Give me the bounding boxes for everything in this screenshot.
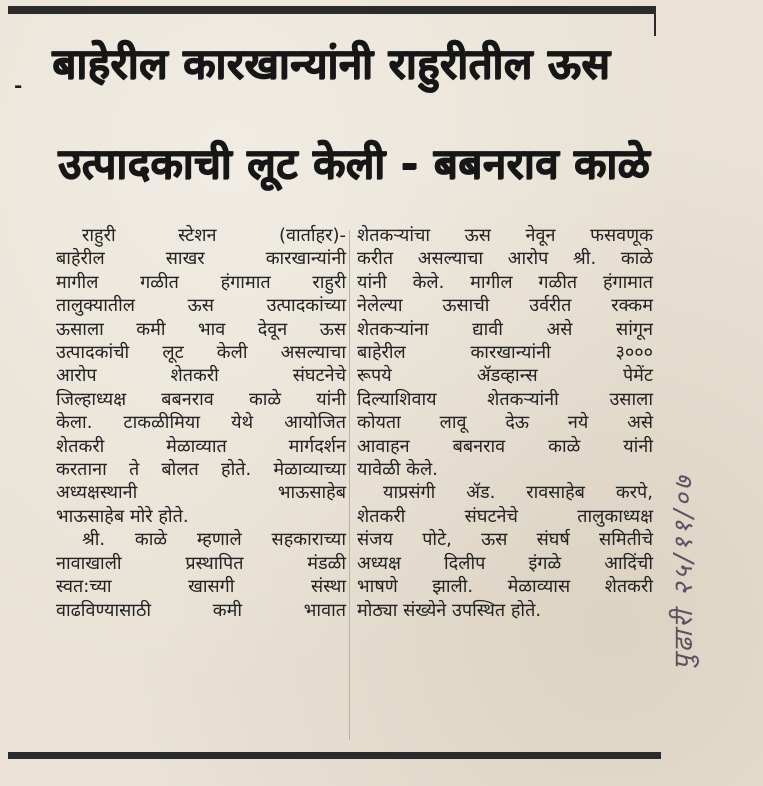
text-line: तालुक्यातील ऊस उत्पादकांच्या [56, 295, 346, 317]
article-column-left [56, 224, 346, 622]
text-line: कोयता लावू देऊ नये असे [357, 412, 653, 434]
text-line: उत्पादकांची लूट केली असल्याचा [56, 342, 346, 364]
text-line: बाहेरील साखर कारखान्यांनी [56, 248, 346, 270]
top-rule [8, 6, 656, 14]
text-line: वाढविण्यासाठी कमी भावात [56, 599, 346, 621]
text-line: शेतकऱ्यांना द्यावी असे सांगून [357, 318, 653, 340]
text-line: रूपये ॲडव्हान्स पेमेंट [357, 365, 653, 387]
text-line: राहुरी स्टेशन (वार्ताहर)- [82, 225, 346, 246]
text-line: यांनी केले. मागील गळीत हंगामात [357, 271, 653, 293]
side-rule [654, 6, 656, 36]
text-line: भाषणे झाली. मेळाव्यास शेतकरी [357, 576, 653, 598]
text-line: बाहेरील कारखान्यांनी ३००० [357, 342, 653, 364]
bottom-rule [8, 752, 661, 759]
text-line: मोठ्या संख्येने उपस्थित होते. [357, 599, 542, 621]
text-line: संजय पोटे, ऊस संघर्ष समितीचे [357, 529, 653, 551]
text-line: दिल्याशिवाय शेतकऱ्यांनी उसाला [357, 388, 653, 410]
text-line: शेतकरी मेळाव्यात मार्गदर्शन [56, 435, 346, 457]
text-line: आरोप शेतकरी संघटनेचे [56, 365, 346, 387]
text-line: याप्रसंगी ॲड. रावसाहेब करपे, [383, 482, 653, 504]
text-line: शेतकऱ्यांचा ऊस नेवून फसवणूक [357, 225, 653, 246]
text-line: करीत असल्याचा आरोप श्री. काळे [357, 248, 653, 270]
text-line: भाऊसाहेब मोरे होते. [56, 505, 189, 527]
handwritten-date-note: पुढारी २५/११/०७ [669, 473, 699, 670]
column-divider [349, 230, 350, 740]
text-line: आवाहन बबनराव काळे यांनी [357, 435, 653, 457]
headline-dash: - [14, 73, 23, 97]
text-line: यावेळी केले. [357, 459, 438, 481]
text-line: अध्यक्ष दिलीप इंगळे आदिंची [357, 552, 653, 574]
text-line: स्वत:च्या खासगी संस्था [56, 576, 346, 598]
article-column-right [357, 224, 653, 622]
text-line: जिल्हाध्यक्ष बबनराव काळे यांनी [56, 388, 346, 410]
text-line: श्री. काळे म्हणाले सहकाराच्या [82, 529, 346, 551]
text-line: अध्यक्षस्थानी भाऊसाहेब [56, 482, 346, 504]
text-line: मागील गळीत हंगामात राहुरी [56, 271, 346, 293]
text-line: नेलेल्या ऊसाची उर्वरीत रक्कम [357, 295, 653, 317]
text-line: करताना ते बोलत होते. मेळाव्याच्या [56, 459, 346, 481]
text-line: नावाखाली प्रस्थापित मंडळी [56, 552, 346, 574]
text-line: शेतकरी संघटनेचे तालुकाध्यक्ष [357, 505, 653, 527]
text-line: ऊसाला कमी भाव देवून ऊस [56, 318, 346, 340]
headline-line-1: बाहेरील कारखान्यांनी राहुरीतील ऊस [52, 39, 610, 88]
headline-line-2: उत्पादकाची लूट केली - बबनराव काळे [58, 139, 650, 188]
text-line: केला. टाकळीमिया येथे आयोजित [56, 412, 346, 434]
